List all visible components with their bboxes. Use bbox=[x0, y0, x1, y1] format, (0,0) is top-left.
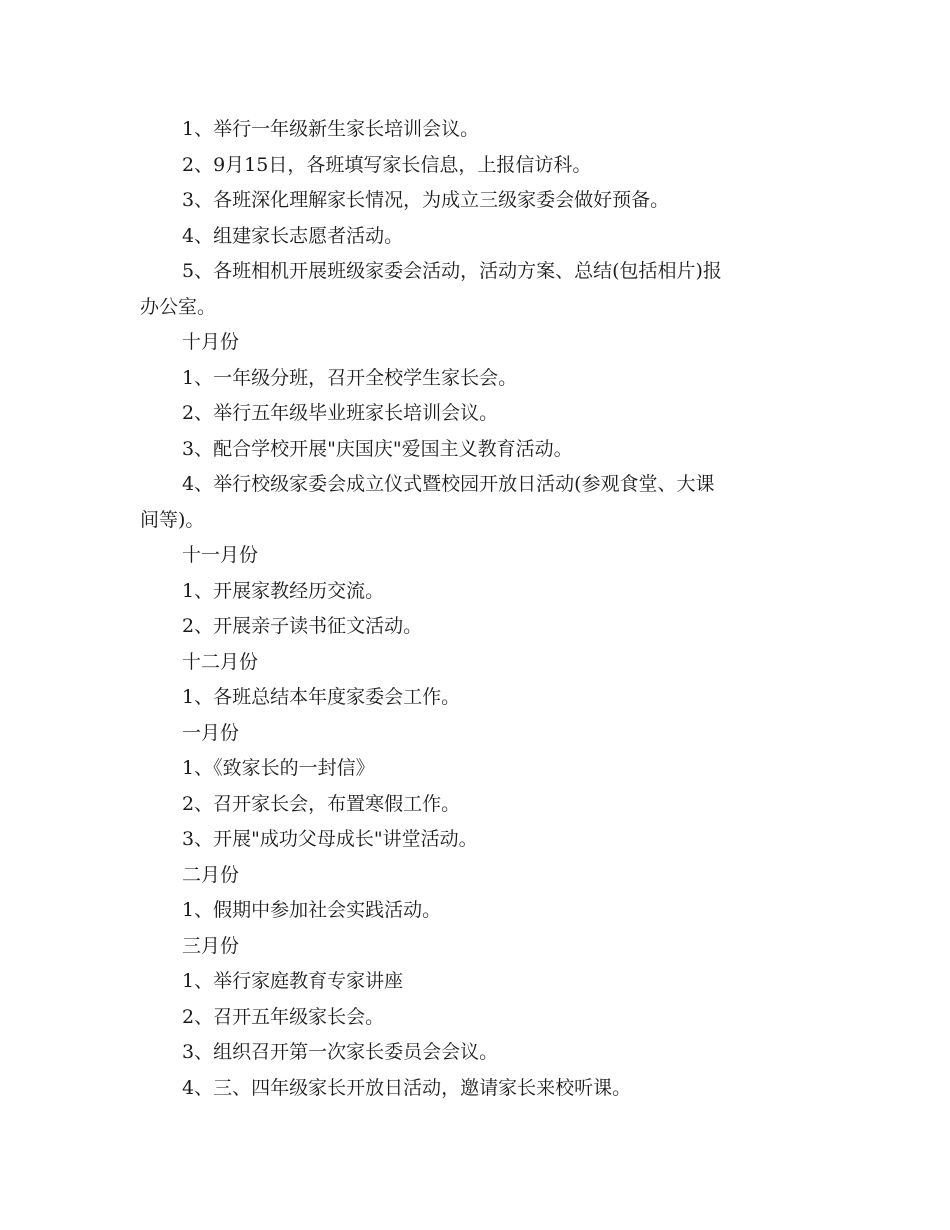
paragraph-text: 一月份 bbox=[182, 721, 240, 744]
paragraph-text: 2、开展亲子读书征文活动。 bbox=[182, 615, 423, 637]
paragraph-text: 2、召开五年级家长会。 bbox=[182, 1005, 385, 1028]
paragraph-text: 1、假期中参加社会实践活动。 bbox=[182, 899, 442, 921]
paragraph-line bbox=[140, 609, 820, 645]
paragraph-line bbox=[140, 325, 820, 361]
paragraph-line bbox=[140, 929, 820, 965]
paragraph-text: 1、《致家长的一封信》 bbox=[182, 757, 375, 779]
paragraph-line bbox=[140, 1000, 820, 1036]
paragraph-line bbox=[140, 148, 820, 184]
paragraph-text: 4、举行校级家委会成立仪式暨校园开放日活动(参观食堂、大课 bbox=[182, 473, 715, 495]
paragraph-text: 3、组织召开第一次家长委员会会议。 bbox=[182, 1041, 499, 1063]
paragraph-line bbox=[140, 751, 820, 787]
paragraph-line bbox=[140, 254, 820, 325]
paragraph-text: 二月份 bbox=[182, 863, 240, 886]
paragraph-line bbox=[140, 361, 820, 397]
paragraph-text: 3、配合学校开展"庆国庆"爱国主义教育活动。 bbox=[182, 437, 573, 460]
paragraph-line bbox=[140, 396, 820, 432]
paragraph-line bbox=[140, 112, 820, 148]
paragraph-line bbox=[140, 432, 820, 468]
paragraph-line bbox=[140, 645, 820, 681]
paragraph-text: 十二月份 bbox=[182, 650, 259, 673]
paragraph-line bbox=[140, 680, 820, 716]
document-body bbox=[140, 112, 820, 1106]
paragraph-text: 5、各班相机开展班级家委会活动，活动方案、总结(包括相片)报 bbox=[182, 260, 722, 282]
paragraph-line bbox=[140, 893, 820, 929]
paragraph-line bbox=[140, 787, 820, 823]
paragraph-line bbox=[140, 858, 820, 894]
paragraph-text: 2、召开家长会，布置寒假工作。 bbox=[182, 792, 461, 815]
paragraph-text: 4、组建家长志愿者活动。 bbox=[182, 224, 404, 247]
paragraph-line bbox=[140, 467, 820, 538]
paragraph-text: 1、各班总结本年度家委会工作。 bbox=[182, 686, 461, 708]
paragraph-text: 1、举行家庭教育专家讲座 bbox=[182, 970, 404, 992]
paragraph-line bbox=[140, 219, 820, 255]
paragraph-line bbox=[140, 538, 820, 574]
paragraph-text: 十月份 bbox=[182, 331, 240, 353]
paragraph-text: 2、举行五年级毕业班家长培训会议。 bbox=[182, 402, 499, 424]
paragraph-line bbox=[140, 822, 820, 858]
paragraph-continuation: 间等)。 bbox=[140, 508, 205, 531]
paragraph-text: 4、三、四年级家长开放日活动，邀请家长来校听课。 bbox=[182, 1076, 632, 1099]
paragraph-text: 十一月份 bbox=[182, 544, 259, 566]
paragraph-line bbox=[140, 183, 820, 219]
paragraph-text: 1、举行一年级新生家长培训会议。 bbox=[182, 118, 480, 140]
paragraph-text: 2、9月15日，各班填写家长信息，上报信访科。 bbox=[182, 153, 592, 176]
paragraph-text: 3、各班深化理解家长情况，为成立三级家委会做好预备。 bbox=[182, 189, 670, 211]
paragraph-line bbox=[140, 1071, 820, 1107]
paragraph-line bbox=[140, 716, 820, 752]
paragraph-line bbox=[140, 574, 820, 610]
paragraph-line bbox=[140, 1035, 820, 1071]
paragraph-text: 3、开展"成功父母成长"讲堂活动。 bbox=[182, 828, 478, 850]
paragraph-text: 1、一年级分班，召开全校学生家长会。 bbox=[182, 366, 518, 389]
paragraph-text: 1、开展家教经历交流。 bbox=[182, 579, 385, 602]
paragraph-text: 三月份 bbox=[182, 934, 240, 957]
paragraph-continuation: 办公室。 bbox=[140, 295, 217, 318]
paragraph-line bbox=[140, 964, 820, 1000]
